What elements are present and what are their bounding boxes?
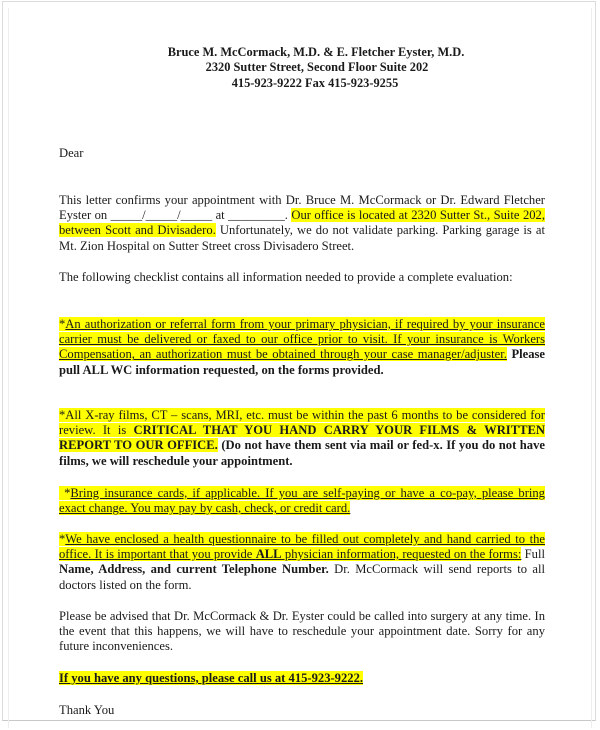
bullet-star: * [59,317,66,331]
closing: Thank You [59,703,115,717]
salutation: Dear [59,146,84,160]
checklist-item-films [59,408,545,469]
no-mail-instruction: (Do not have them sent via mail or fed-x. If you do not have films, we will reschedule your appointment. [59,438,545,468]
authorization-requirement: An authorization or referral form from your primary physician, if required by your insurance carrier must be delivered or faxed to our office prior to visit. If your insurance is Workers Compensation, an authorization must be obtained through your case manager/adjuster. [59,317,545,362]
full-text: Full [521,547,545,562]
office-location-highlight: Our office is located at 2320 Sutter St., Suite 202, between Scott and Divisadero. [59,208,546,238]
parking-text: Unfortunately, we do not validate parking. Parking garage is at Mt. Zion Hospital on Sutter Street cross Divisadero Street. [59,223,546,253]
checklist-item-insurance [59,486,545,516]
reports-note: Dr. McCormack will send reports to all doctors listed on the form. [59,562,546,592]
letterhead-phone-fax: 415-923-9222 Fax 415-923-9255 [231,75,399,90]
paragraph-surgery-notice: Please be advised that Dr. McCormack & Dr. Eyster could be called into surgery at any time. In the event that this happens, we will have to reschedule your appointment date. Sorry for any future inconveniences. [59,609,545,654]
letterhead [59,45,545,91]
letterhead-address: 2320 Sutter Street, Second Floor Suite 202 [205,60,429,75]
bullet-star: * [64,486,71,500]
questions-line [59,671,545,686]
appointment-text: This letter confirms your appointment with Dr. Bruce M. McCormack or Dr. Edward Fletcher Eyster on _____/_____/_____ at _________. [59,193,545,223]
checklist-item-authorization [59,317,545,378]
bullet-star: * [59,532,66,546]
physician-info-instruction: physician information, requested on the forms: [281,547,522,562]
paragraph-appointment-confirmation [59,193,545,254]
letterhead-doctors: Bruce M. McCormack, M.D. & E. Fletcher Eyster, M.D. [167,45,465,59]
wc-instruction: Please pull ALL WC information requested, on the forms provided. [59,347,546,377]
films-requirement: *All X-ray films, CT – scans, MRI, etc. must be within the past 6 months to be considered for review. It is [59,408,545,438]
hand-carry-warning: CRITICAL THAT YOU HAND CARRY YOUR FILMS & WRITTEN REPORT TO OUR OFFICE. [59,423,545,453]
questionnaire-instruction: We have enclosed a health questionnaire to be filled out completely and hand carried to the office. It is important that you provide [59,532,545,562]
checklist-item-questionnaire [59,532,545,593]
insurance-cards-instruction: Bring insurance cards, if applicable. If you are self-paying or have a co-pay, please bring exact change. You may pay by cash, check, or credit card. [59,486,545,516]
paragraph-checklist-intro: The following checklist contains all information needed to provide a complete evaluation: [59,270,513,284]
all-emphasis: ALL [255,547,282,562]
questions-phone-highlight: If you have any questions, please call us at 415-923-9222. [59,671,364,685]
required-fields: Name, Address, and current Telephone Number. [59,562,329,577]
